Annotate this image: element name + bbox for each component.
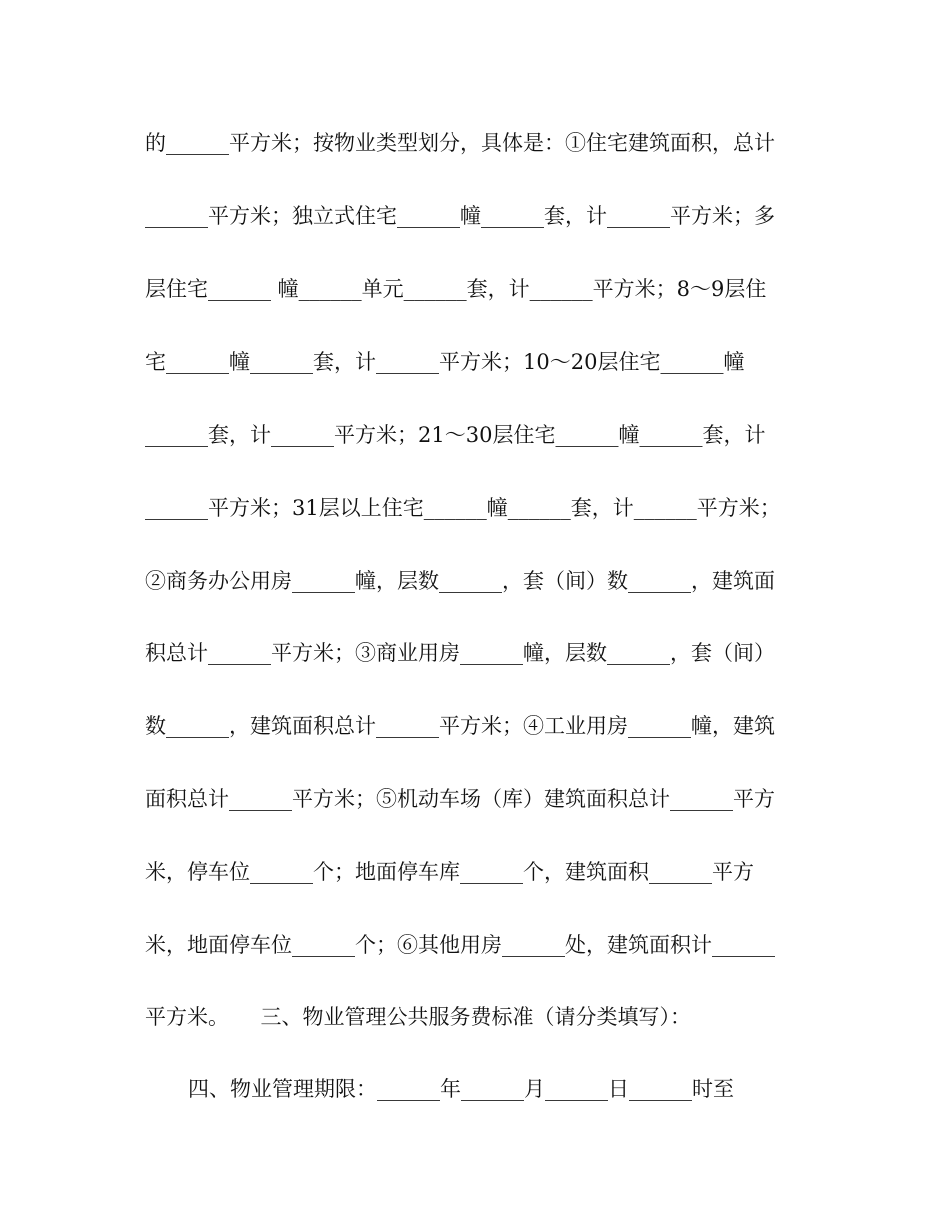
paragraph-line: ②商务办公用房______幢，层数______，套（间）数______，建筑面 — [145, 569, 775, 593]
paragraph-line: 层住宅______ 幢______单元______套，计______平方米；8～9层住 — [145, 277, 767, 301]
paragraph-line: 面积总计______平方米；⑤机动车场（库）建筑面积总计______平方 — [145, 787, 775, 811]
paragraph-line: 积总计______平方米；③商业用房______幢，层数______，套（间） — [145, 641, 775, 665]
paragraph-line: 米，停车位______个；地面停车库______个，建筑面积______平方 — [145, 860, 754, 884]
paragraph-line: 米，地面停车位______个；⑥其他用房______处，建筑面积计______ — [145, 933, 775, 957]
section-heading-line: 平方米。 三、物业管理公共服务费标准（请分类填写）： — [145, 1005, 691, 1029]
paragraph-line: 宅______幢______套，计______平方米；10～20层住宅______幢 — [145, 350, 745, 374]
paragraph-line: 的______平方米；按物业类型划分，具体是：①住宅建筑面积，总计 — [145, 131, 775, 155]
paragraph-line: ______平方米；31层以上住宅______幢______套，计______平方米； — [145, 496, 781, 520]
paragraph-line: ______套，计______平方米；21～30层住宅______幢______套，计 — [145, 423, 766, 447]
section-heading-line: 四、物业管理期限：______年______月______日______时至 — [188, 1077, 734, 1101]
paragraph-line: 数______，建筑面积总计______平方米；④工业用房______幢，建筑 — [145, 714, 775, 738]
paragraph-line: ______平方米；独立式住宅______幢______套，计______平方米；多 — [145, 204, 775, 228]
